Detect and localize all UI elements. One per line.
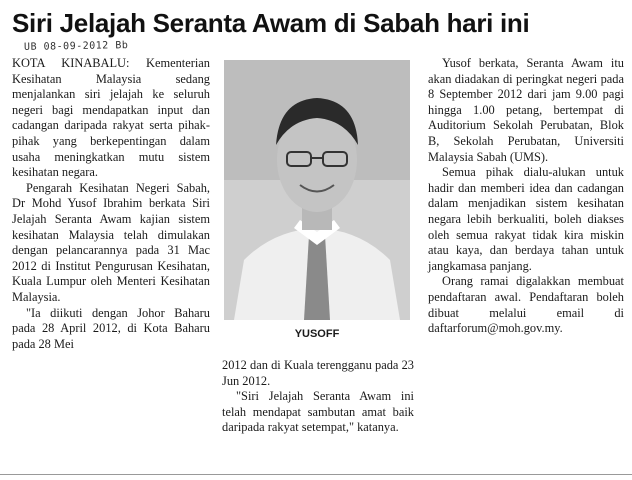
bottom-divider <box>0 474 632 475</box>
photo-caption: YUSOFF <box>294 328 340 340</box>
paragraph: Yusof berkata, Seranta Awam itu akan diadakan di peringkat negeri pada 8 September 2012 dari jam 9.00 pagi hingga 1.00 petang, bertempat di Auditorium Sekolah Perubatan, Blok B, Sekolah Perubatan, Universiti Malaysia Sabah (UMS). <box>428 56 624 164</box>
portrait-illustration <box>224 60 410 320</box>
paragraph: Pengarah Kesihatan Negeri Sabah, Dr Mohd Yusof Ibrahim berkata Siri Jelajah Seranta Awam kajian sistem kesihatan Malaysia telah dimulakan dengan pelancarannya pada 31 Mac 2012 di Institut Pengurusan Kesihatan, Kuala Lumpur oleh Menteri Kesihatan Malaysia. <box>12 180 210 304</box>
paragraph: "Ia diikuti dengan Johor Baharu pada 28 April 2012, di Kota Baharu pada 28 Mei <box>12 305 210 351</box>
paragraph: "Siri Jelajah Seranta Awam ini telah mendapat sambutan amat baik daripada rakyat setempat," katanya. <box>222 389 414 435</box>
headline: Siri Jelajah Seranta Awam di Sabah hari ini <box>12 8 530 38</box>
paragraph: KOTA KINABALU: Kementerian Kesihatan Malaysia sedang menjalankan siri jelajah ke seluruh negeri bagi mendapatkan input dan cadangan daripada rakyat serta pihak-pihak yang berkepentingan dalam usaha meningkatkan mutu sistem kesihatan negara. <box>12 56 210 180</box>
portrait-photo <box>224 60 410 320</box>
paragraph: Orang ramai digalakkan membuat pendaftaran awal. Pendaftaran boleh dibuat melalui email di daftarforum@moh.gov.my. <box>428 274 624 336</box>
article-column-2 <box>222 358 414 436</box>
article-column-1 <box>12 56 210 352</box>
article-column-3 <box>428 56 624 337</box>
paragraph: Semua pihak dialu-alukan untuk hadir dan memberi idea dan cadangan dalam menjadikan sistem kesihatan negara lebih berkualiti, boleh diakses oleh semua rakyat tidak kira miskin atau kaya, dan berdaya tahan untuk jangkamasa panjang. <box>428 165 624 273</box>
paragraph: 2012 dan di Kuala terengganu pada 23 Jun 2012. <box>222 358 414 388</box>
handwritten-date-note: UB 08-09-2012 Bb <box>23 40 129 53</box>
